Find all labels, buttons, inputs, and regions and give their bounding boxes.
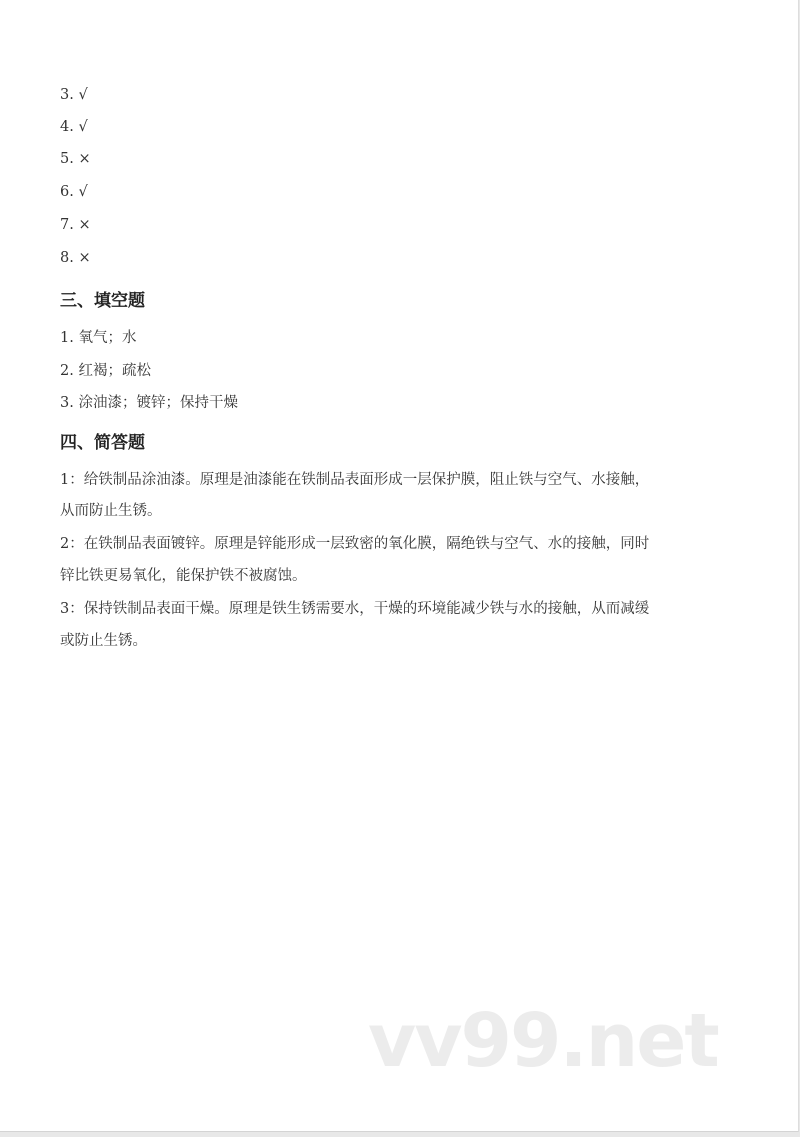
paragraph-line: 2：在铁制品表面镀锌。原理是锌能形成一层致密的氧化膜，隔绝铁与空气、水的接触，同时 (60, 536, 650, 552)
paragraph-line: 或防止生锈。 (60, 633, 147, 649)
answer-line: 5. × (60, 151, 91, 167)
answer-line: 3. √ (60, 87, 88, 103)
paragraph-line: 3：保持铁制品表面干燥。原理是铁生锈需要水，干燥的环境能减少铁与水的接触，从而减缓 (60, 601, 650, 617)
answer-line: 2. 红褐；疏松 (60, 363, 151, 379)
answer-line: 8. × (60, 250, 91, 266)
answer-line: 1. 氧气；水 (60, 330, 137, 346)
paragraph-line: 从而防止生锈。 (60, 503, 162, 519)
answer-line: 6. √ (60, 184, 88, 200)
paragraph-line: 1：给铁制品涂油漆。原理是油漆能在铁制品表面形成一层保护膜，阻止铁与空气、水接触， (60, 472, 650, 488)
section-heading: 三、填空题 (60, 291, 145, 311)
watermark: vv99.net (368, 998, 718, 1084)
answer-line: 7. × (60, 217, 91, 233)
paragraph-line: 锌比铁更易氧化，能保护铁不被腐蚀。 (60, 568, 307, 584)
answer-line: 3. 涂油漆；镀锌；保持干燥 (60, 395, 238, 411)
answer-line: 4. √ (60, 119, 88, 135)
section-heading: 四、简答题 (60, 433, 145, 453)
